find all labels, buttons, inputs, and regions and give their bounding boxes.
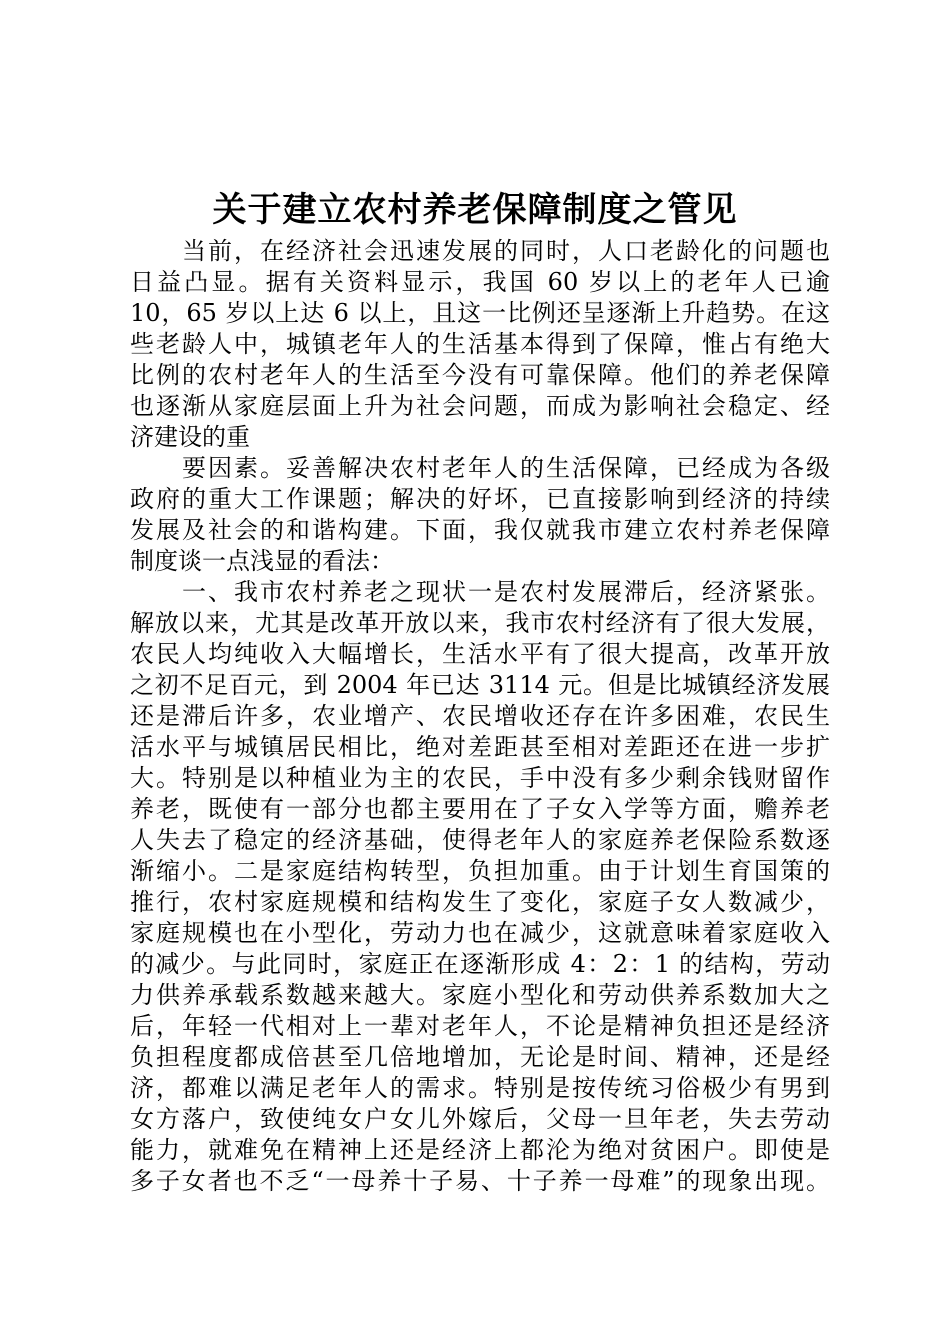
text-line: 的减少。与此同时，家庭正在逐渐形成 4：2：1 的结构，劳动 — [130, 950, 830, 978]
text-line: 人失去了稳定的经济基础，使得老年人的家庭养老保险系数逐 — [130, 826, 830, 854]
text-line: 要因素。妥善解决农村老年人的生活保障，已经成为各级 — [182, 454, 830, 482]
text-line: 负担程度都成倍甚至几倍地增加，无论是时间、精神，还是经 — [130, 1043, 830, 1071]
text-line: 还是滞后许多，农业增产、农民增收还存在许多困难，农民生 — [130, 702, 830, 730]
text-line: 渐缩小。二是家庭结构转型，负担加重。由于计划生育国策的 — [130, 857, 830, 885]
text-line: 农民人均纯收入大幅增长，生活水平有了很大提高，改革开放 — [130, 640, 830, 668]
text-line: 济，都难以满足老年人的需求。特别是按传统习俗极少有男到 — [130, 1074, 830, 1102]
text-line: 当前，在经济社会迅速发展的同时，人口老龄化的问题也 — [182, 237, 830, 265]
text-line: 能力，就难免在精神上还是经济上都沦为绝对贫困户。即使是 — [130, 1136, 830, 1164]
text-line: 发展及社会的和谐构建。下面，我仅就我市建立农村养老保障 — [130, 516, 830, 544]
text-line: 比例的农村老年人的生活至今没有可靠保障。他们的养老保障 — [130, 361, 830, 389]
paragraph-1 — [130, 236, 830, 453]
text-line: 一、我市农村养老之现状一是农村发展滞后，经济紧张。 — [182, 578, 830, 606]
text-line: 力供养承载系数越来越大。家庭小型化和劳动供养系数加大之 — [130, 981, 830, 1009]
document-title: 关于建立农村养老保障制度之管见 — [212, 190, 738, 230]
text-line: 之初不足百元，到 2004 年已达 3114 元。但是比城镇经济发展 — [130, 671, 830, 699]
text-line: 济建设的重 — [130, 423, 250, 451]
text-line: 政府的重大工作课题；解决的好坏，已直接影响到经济的持续 — [130, 485, 830, 513]
text-line: 活水平与城镇居民相比，绝对差距甚至相对差距还在进一步扩 — [130, 733, 830, 761]
text-line: 多子女者也不乏“一母养十子易、十子养一母难”的现象出现。 — [130, 1167, 830, 1195]
text-line: 后，年轻一代相对上一辈对老年人，不论是精神负担还是经济 — [130, 1012, 830, 1040]
text-line: 推行，农村家庭规模和结构发生了变化，家庭子女人数减少， — [130, 888, 830, 916]
paragraph-2 — [130, 453, 830, 577]
document-body — [130, 236, 830, 1197]
text-line: 制度谈一点浅显的看法： — [130, 547, 394, 575]
text-line: 些老龄人中，城镇老年人的生活基本得到了保障，惟占有绝大 — [130, 330, 830, 358]
text-line: 也逐渐从家庭层面上升为社会问题，而成为影响社会稳定、经 — [130, 392, 830, 420]
text-line: 10，65 岁以上达 6 以上，且这一比例还呈逐渐上升趋势。在这 — [130, 299, 830, 327]
text-line: 养老，既使有一部分也都主要用在了子女入学等方面，赡养老 — [130, 795, 830, 823]
text-line: 家庭规模也在小型化，劳动力也在减少，这就意味着家庭收入 — [130, 919, 830, 947]
text-line: 解放以来，尤其是改革开放以来，我市农村经济有了很大发展， — [130, 609, 830, 637]
text-line: 大。特别是以种植业为主的农民，手中没有多少剩余钱财留作 — [130, 764, 830, 792]
paragraph-3 — [130, 577, 830, 1197]
text-line: 日益凸显。据有关资料显示，我国 60 岁以上的老年人已逾 — [130, 268, 830, 296]
text-line: 女方落户，致使纯女户女儿外嫁后，父母一旦年老，失去劳动 — [130, 1105, 830, 1133]
